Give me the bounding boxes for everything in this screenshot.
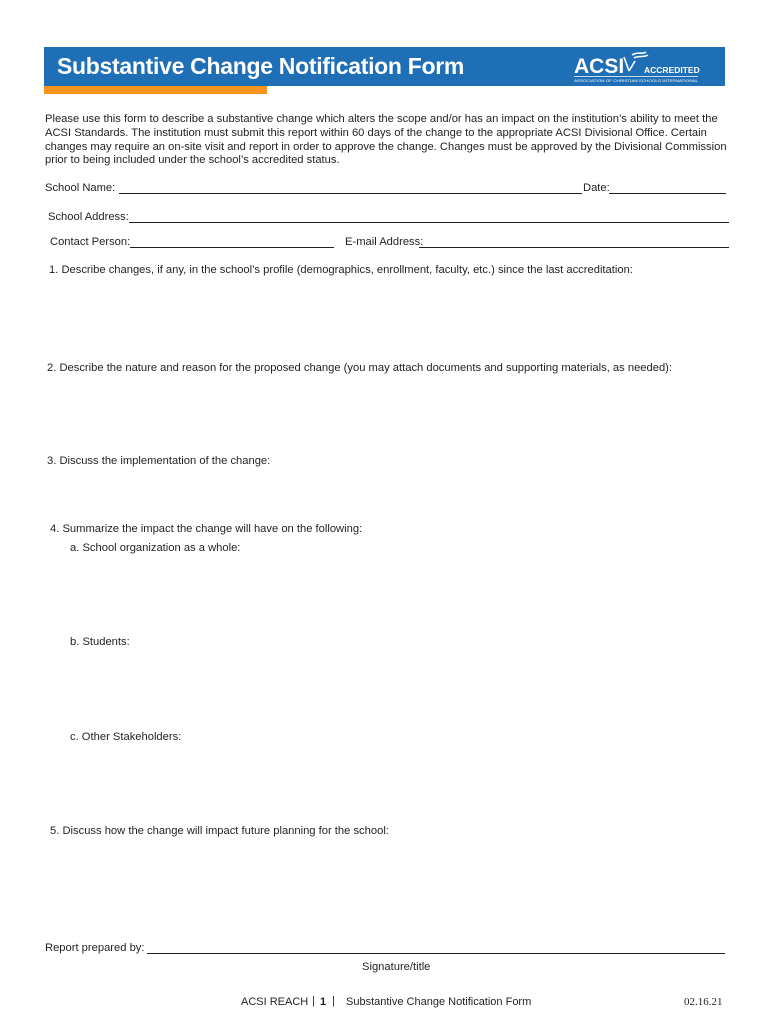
school-name-field[interactable]	[119, 193, 582, 194]
footer-brand: ACSI REACH	[241, 996, 309, 1008]
acsi-accredited-logo	[572, 49, 702, 85]
signature-field[interactable]	[147, 953, 725, 954]
logo-text: ACSI	[574, 55, 625, 78]
question-4: 4. Summarize the impact the change will have on the following:	[50, 523, 363, 535]
email-field[interactable]	[419, 247, 729, 248]
prepared-by-label: Report prepared by:	[45, 942, 145, 954]
school-name-label: School Name:	[45, 182, 116, 194]
intro-paragraph: Please use this form to describe a substantive change which alters the scope and/or has an impact on the institution’s ability to meet the ACSI Standards. The institution must submit this report within 60 days of the change to the appropriate ACSI Divisional Office. Certain changes may require an on-site visit and report in order to approve the change. Changes must be approved by the Divisional Commission prior to being included under the school’s accredited status.	[45, 113, 727, 167]
logo-subtext: ASSOCIATION OF CHRISTIAN SCHOOLS INTERNATIONAL	[574, 79, 698, 83]
contact-person-field[interactable]	[130, 247, 334, 248]
header-accent-bar	[44, 86, 267, 94]
page-title: Substantive Change Notification Form	[57, 53, 465, 79]
question-1: 1. Describe changes, if any, in the school’s profile (demographics, enrollment, faculty, etc.) since the last accreditation:	[49, 264, 633, 276]
contact-person-label: Contact Person:	[50, 236, 131, 248]
question-4c: c. Other Stakeholders:	[70, 731, 182, 743]
answer-area-1[interactable]	[49, 282, 729, 352]
footer-page-number: 1	[320, 996, 327, 1008]
question-4b: b. Students:	[70, 636, 130, 648]
footer-separator-right: |	[332, 995, 335, 1007]
footer-separator-left: |	[312, 995, 315, 1007]
answer-area-4a[interactable]	[70, 560, 730, 630]
school-address-label: School Address:	[48, 211, 129, 223]
question-5: 5. Discuss how the change will impact future planning for the school:	[50, 825, 389, 837]
answer-area-3[interactable]	[47, 473, 727, 518]
answer-area-4c[interactable]	[70, 749, 730, 819]
date-field[interactable]	[609, 193, 726, 194]
answer-area-4b[interactable]	[70, 654, 730, 724]
question-3: 3. Discuss the implementation of the change:	[47, 455, 271, 467]
school-address-field[interactable]	[129, 222, 729, 223]
answer-area-2[interactable]	[47, 380, 727, 450]
date-label: Date:	[583, 182, 610, 194]
question-4a: a. School organization as a whole:	[70, 542, 241, 554]
footer-form-name: Substantive Change Notification Form	[346, 996, 532, 1008]
logo-badge: ACCREDITED	[644, 65, 700, 75]
answer-area-5[interactable]	[50, 843, 730, 933]
footer-date-code: 02.16.21	[684, 996, 723, 1008]
email-label: E-mail Address:	[345, 236, 424, 248]
signature-caption: Signature/title	[362, 961, 431, 973]
question-2: 2. Describe the nature and reason for the proposed change (you may attach documents and supporting materials, as needed):	[47, 362, 673, 374]
